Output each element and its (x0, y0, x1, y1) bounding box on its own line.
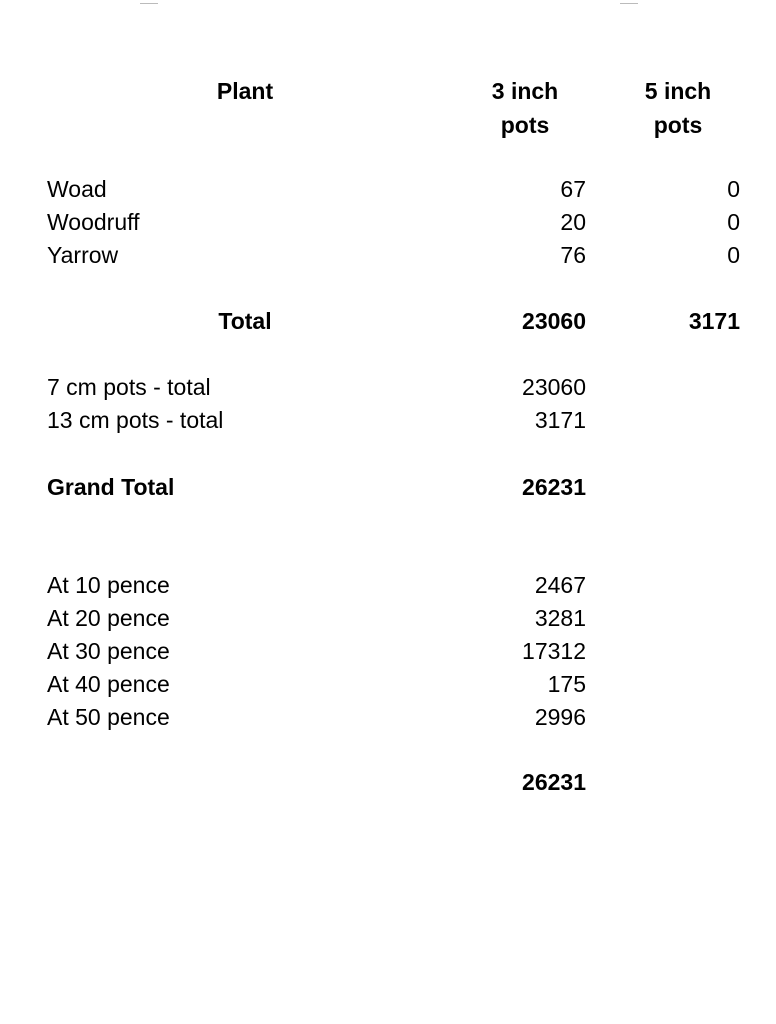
price-value: 2996 (534, 704, 586, 730)
header-5inch-line1: 5 inch (644, 78, 712, 104)
grand-total-label: Grand Total (47, 474, 175, 500)
plant-name: Yarrow (47, 242, 119, 268)
header-3inch-line1: 3 inch (491, 78, 559, 104)
plant-5inch-value: 0 (727, 209, 740, 235)
plant-5inch-value: 0 (727, 176, 740, 202)
plant-3inch-value: 67 (560, 176, 586, 202)
total-label: Total (218, 308, 272, 334)
pot-total-label: 13 cm pots - total (47, 407, 224, 433)
price-label: At 30 pence (47, 638, 170, 664)
plant-name: Woodruff (47, 209, 140, 235)
plant-3inch-value: 76 (560, 242, 586, 268)
header-plant: Plant (216, 78, 274, 104)
grand-total-value: 26231 (522, 474, 586, 500)
price-label: At 40 pence (47, 671, 170, 697)
header-5inch-line2: pots (653, 112, 703, 138)
header-3inch-line2: pots (500, 112, 550, 138)
price-value: 3281 (534, 605, 586, 631)
scan-mark-right (620, 3, 638, 4)
plant-3inch-value: 20 (560, 209, 586, 235)
pot-total-value: 3171 (534, 407, 586, 433)
price-value: 17312 (522, 638, 586, 664)
total-3inch-value: 23060 (522, 308, 586, 334)
pot-total-value: 23060 (522, 374, 586, 400)
price-label: At 10 pence (47, 572, 170, 598)
price-total-value: 26231 (522, 769, 586, 795)
scan-mark-left (140, 3, 158, 4)
price-value: 175 (547, 671, 586, 697)
price-label: At 20 pence (47, 605, 170, 631)
price-label: At 50 pence (47, 704, 170, 730)
pot-total-label: 7 cm pots - total (47, 374, 211, 400)
plant-5inch-value: 0 (727, 242, 740, 268)
total-5inch-value: 3171 (688, 308, 740, 334)
price-value: 2467 (534, 572, 586, 598)
plant-name: Woad (47, 176, 107, 202)
